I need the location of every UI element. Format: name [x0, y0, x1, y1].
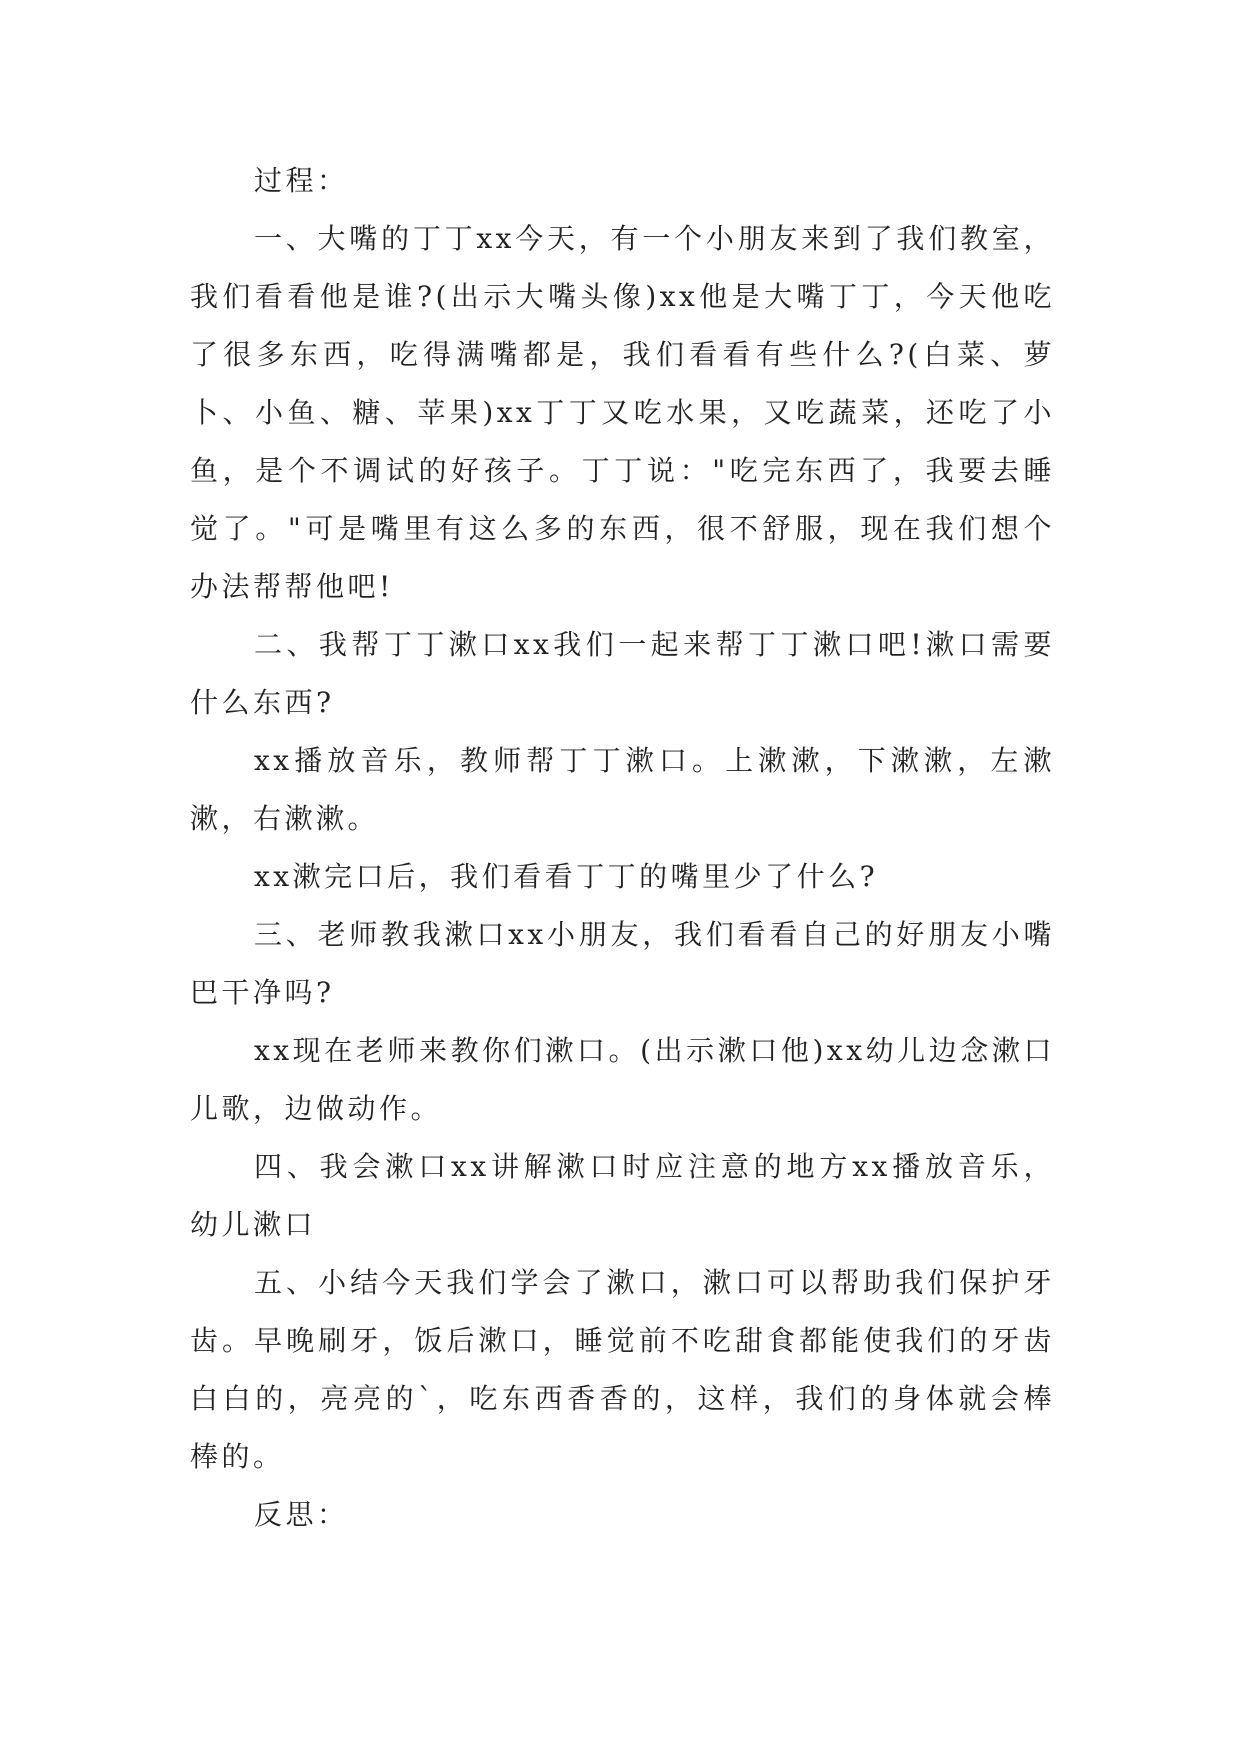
paragraph-step-two-music: xx播放音乐，教师帮丁丁漱口。上漱漱，下漱漱，左漱漱，右漱漱。 — [190, 744, 1055, 835]
heading-reflection: 反思： — [254, 1498, 349, 1531]
document-body — [190, 152, 1055, 1544]
heading-process: 过程： — [254, 164, 349, 197]
paragraph-step-one: 一、大嘴的丁丁xx今天，有一个小朋友来到了我们教室，我们看看他是谁?(出示大嘴头像)xx他是大嘴丁丁，今天他吃了很多东西，吃得满嘴都是，我们看看有些什么?(白菜、萝卜、小鱼、糖、苹果)xx丁丁又吃水果，又吃蔬菜，还吃了小鱼，是个不调试的好孩子。丁丁说："吃完东西了，我要去睡觉了。"可是嘴里有这么多的东西，很不舒服，现在我们想个办法帮帮他吧! — [190, 222, 1055, 603]
paragraph-step-four: 四、我会漱口xx讲解漱口时应注意的地方xx播放音乐，幼儿漱口 — [190, 1150, 1055, 1241]
paragraph-step-two: 二、我帮丁丁漱口xx我们一起来帮丁丁漱口吧!漱口需要什么东西? — [190, 628, 1055, 719]
paragraph-step-two-after: xx漱完口后，我们看看丁丁的嘴里少了什么? — [254, 860, 879, 893]
paragraph-step-three: 三、老师教我漱口xx小朋友，我们看看自己的好朋友小嘴巴干净吗? — [190, 918, 1055, 1009]
paragraph-step-five: 五、小结今天我们学会了漱口，漱口可以帮助我们保护牙齿。早晚刷牙，饭后漱口，睡觉前不吃甜食都能使我们的牙齿白白的，亮亮的`，吃东西香香的，这样，我们的身体就会棒棒的。 — [190, 1266, 1055, 1473]
paragraph-step-three-teach: xx现在老师来教你们漱口。(出示漱口他)xx幼儿边念漱口儿歌，边做动作。 — [190, 1034, 1055, 1125]
